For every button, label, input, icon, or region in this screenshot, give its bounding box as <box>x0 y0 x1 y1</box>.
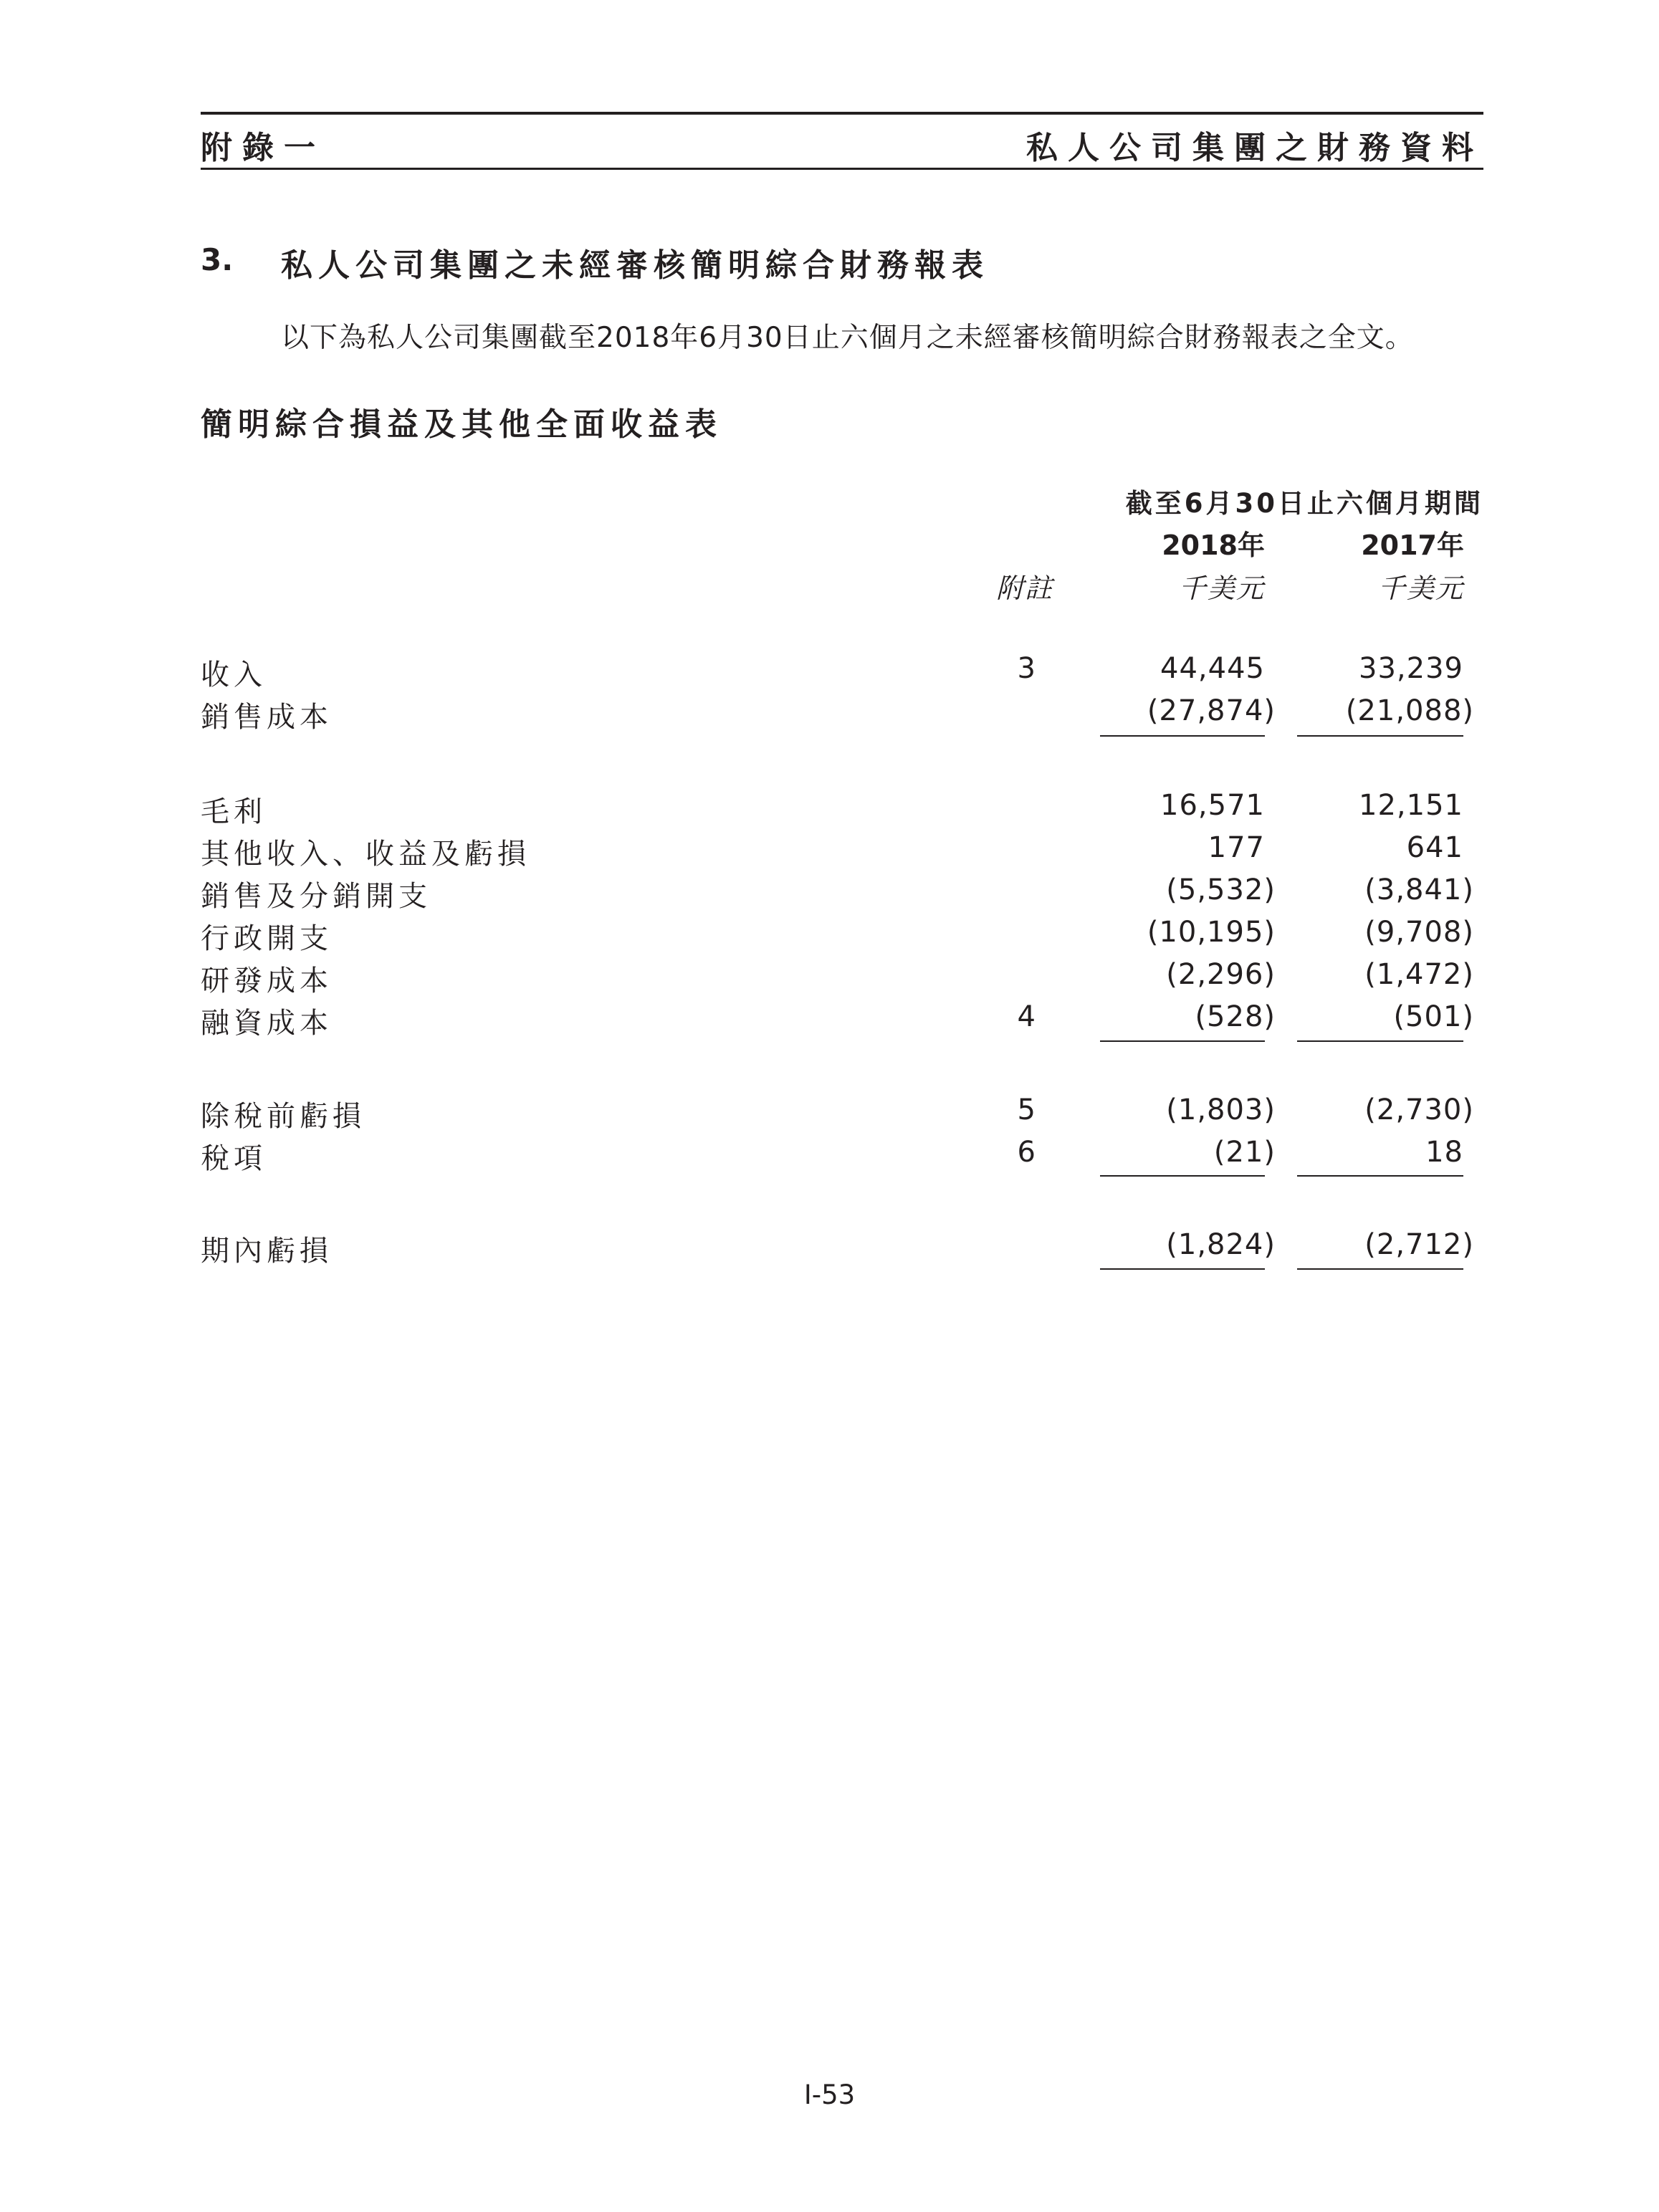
value-2017: (9,708) <box>1364 916 1474 949</box>
section-title: 私人公司集團之未經審核簡明綜合財務報表 <box>281 247 989 284</box>
row-note: 6 <box>1017 1136 1036 1169</box>
value-2017: 641 <box>1406 831 1463 864</box>
appendix-subject: 私人公司集團之財務資料 <box>1026 130 1483 166</box>
total-underline-2017 <box>1297 1268 1463 1270</box>
total-underline-2018 <box>1100 1268 1265 1270</box>
table-row-revenue <box>0 652 1659 691</box>
note-column-header: 附註 <box>995 573 1053 604</box>
row-label: 稅項 <box>201 1142 267 1175</box>
row-label: 除稅前虧損 <box>201 1100 365 1133</box>
value-2017: (2,730) <box>1364 1093 1474 1126</box>
unit-2017-header: 千美元 <box>1377 573 1464 604</box>
statement-title: 簡明綜合損益及其他全面收益表 <box>201 406 722 443</box>
value-2018: (5,532) <box>1166 873 1276 906</box>
value-2018: 16,571 <box>1160 789 1265 822</box>
subtotal-underline-2017 <box>1297 1175 1463 1177</box>
appendix-label: 附錄一 <box>201 130 325 166</box>
value-2017: (1,472) <box>1364 958 1474 991</box>
table-row-gross-profit <box>0 789 1659 828</box>
value-2017: (501) <box>1393 1000 1474 1033</box>
value-2018: (1,803) <box>1166 1093 1276 1126</box>
value-2018: (1,824) <box>1166 1228 1276 1261</box>
value-2018: (10,195) <box>1147 916 1276 949</box>
table-row-loss-for-period <box>0 1228 1659 1268</box>
section-number: 3. <box>201 242 234 277</box>
row-label: 毛利 <box>201 795 267 828</box>
row-label: 研發成本 <box>201 964 333 997</box>
row-note: 3 <box>1017 652 1036 685</box>
page-number: I-53 <box>803 2079 856 2110</box>
value-2017: 12,151 <box>1359 789 1463 822</box>
unit-2018-header: 千美元 <box>1178 573 1265 604</box>
value-2017: (3,841) <box>1364 873 1474 906</box>
period-header: 截至6月30日止六個月期間 <box>1125 488 1483 519</box>
table-row-loss-before-tax <box>0 1093 1659 1133</box>
row-label: 行政開支 <box>201 922 333 955</box>
value-2018: (21) <box>1213 1136 1276 1169</box>
row-label: 銷售成本 <box>201 701 333 734</box>
header-bottom-rule <box>201 168 1483 170</box>
row-note: 5 <box>1017 1093 1036 1126</box>
row-label: 銷售及分銷開支 <box>201 880 431 913</box>
table-row-research-costs <box>0 958 1659 997</box>
row-label: 融資成本 <box>201 1007 333 1040</box>
value-2017: (2,712) <box>1364 1228 1474 1261</box>
value-2018: (2,296) <box>1166 958 1276 991</box>
row-label: 其他收入、收益及虧損 <box>201 838 530 871</box>
subtotal-underline-2017 <box>1297 1040 1463 1042</box>
value-2017: (21,088) <box>1345 694 1474 727</box>
table-row-administrative-expenses <box>0 916 1659 955</box>
row-note: 4 <box>1017 1000 1036 1033</box>
table-row-cost-of-sales <box>0 694 1659 734</box>
table-row-tax <box>0 1136 1659 1175</box>
section-intro: 以下為私人公司集團截至2018年6月30日止六個月之未經審核簡明綜合財務報表之全文。 <box>281 322 1414 354</box>
year-2017-header: 2017年 <box>1361 530 1464 561</box>
year-2018-header: 2018年 <box>1162 530 1265 561</box>
value-2018: (27,874) <box>1147 694 1276 727</box>
subtotal-underline-2018 <box>1100 1040 1265 1042</box>
subtotal-underline-2018 <box>1100 735 1265 737</box>
value-2018: (528) <box>1195 1000 1276 1033</box>
table-row-finance-costs <box>0 1000 1659 1040</box>
header-top-rule <box>201 112 1483 115</box>
value-2017: 18 <box>1425 1136 1463 1169</box>
table-row-other-income <box>0 831 1659 871</box>
subtotal-underline-2018 <box>1100 1175 1265 1177</box>
value-2017: 33,239 <box>1359 652 1463 685</box>
subtotal-underline-2017 <box>1297 735 1463 737</box>
row-label: 收入 <box>201 659 267 691</box>
table-row-distribution-expenses <box>0 873 1659 913</box>
row-label: 期內虧損 <box>201 1235 333 1268</box>
value-2018: 44,445 <box>1160 652 1265 685</box>
value-2018: 177 <box>1208 831 1265 864</box>
